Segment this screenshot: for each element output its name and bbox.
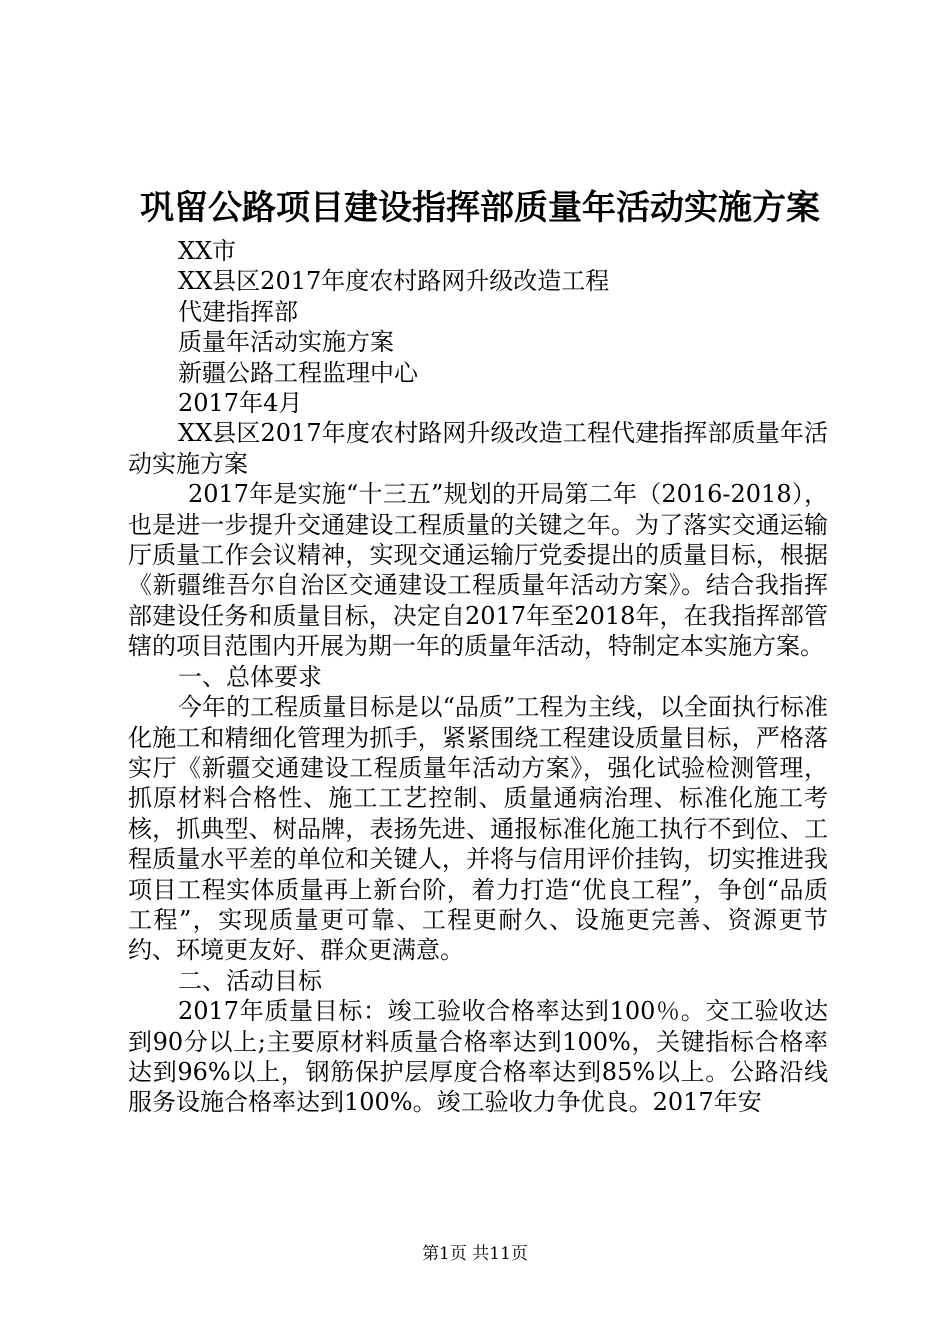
- header-line-department: 代建指挥部: [178, 297, 298, 326]
- subtitle-paragraph: XX县区2017年度农村路网升级改造工程代建指挥部质量年活动实施方案: [128, 419, 828, 478]
- section-heading-activity-goals: 二、活动目标: [178, 966, 322, 995]
- page-number-footer: 第1页 共11页: [422, 1244, 528, 1264]
- header-line-plan: 质量年活动实施方案: [178, 328, 394, 357]
- general-requirements-paragraph: 今年的工程质量目标是以“品质”工程为主线，以全面执行标准化施工和精细化管理为抓手，紧紧围绕工程建设质量目标，严格落实厅《新疆交通建设工程质量年活动方案》，强化试验检测管理，抓原材料合格性、施工工艺控制、质量通病治理、标准化施工考核，抓典型、树品牌，表扬先进、通报标准化施工执行不到位、工程质量水平差的单位和关键人，并将与信用评价挂钩，切实推进我项目工程实体质量再上新台阶，着力打造“优良工程”，争创“品质工程”，实现质量更可靠、工程更耐久、设施更完善、资源更节约、环境更友好、群众更满意。: [128, 693, 828, 965]
- section-heading-general-requirements: 一、总体要求: [178, 662, 322, 691]
- header-line-project: XX县区2017年度农村路网升级改造工程: [178, 267, 610, 296]
- header-line-organization: 新疆公路工程监理中心: [178, 358, 418, 387]
- document-body: [128, 236, 828, 1118]
- header-line-city: XX市: [178, 237, 237, 265]
- activity-goals-paragraph: 2017年质量目标：竣工验收合格率达到100％。交工验收达到90分以上;主要原材料质量合格率达到100%，关键指标合格率达到96%以上，钢筋保护层厚度合格率达到85%以上。公路沿线服务设施合格率达到100%。竣工验收力争优良。2017年安: [128, 997, 828, 1117]
- header-line-date: 2017年4月: [178, 389, 303, 418]
- intro-paragraph: 2017年是实施“十三五”规划的开局第二年（2016-2018），也是进一步提升交通建设工程质量的关键之年。为了落实交通运输厅质量工作会议精神，实现交通运输厅党委提出的质量目标，根据《新疆维吾尔自治区交通建设工程质量年活动方案》。结合我指挥部建设任务和质量目标，决定自2017年至2018年，在我指挥部管辖的项目范围内开展为期一年的质量年活动，特制定本实施方案。: [128, 480, 828, 661]
- document-title: 巩留公路项目建设指挥部质量年活动实施方案: [140, 188, 820, 228]
